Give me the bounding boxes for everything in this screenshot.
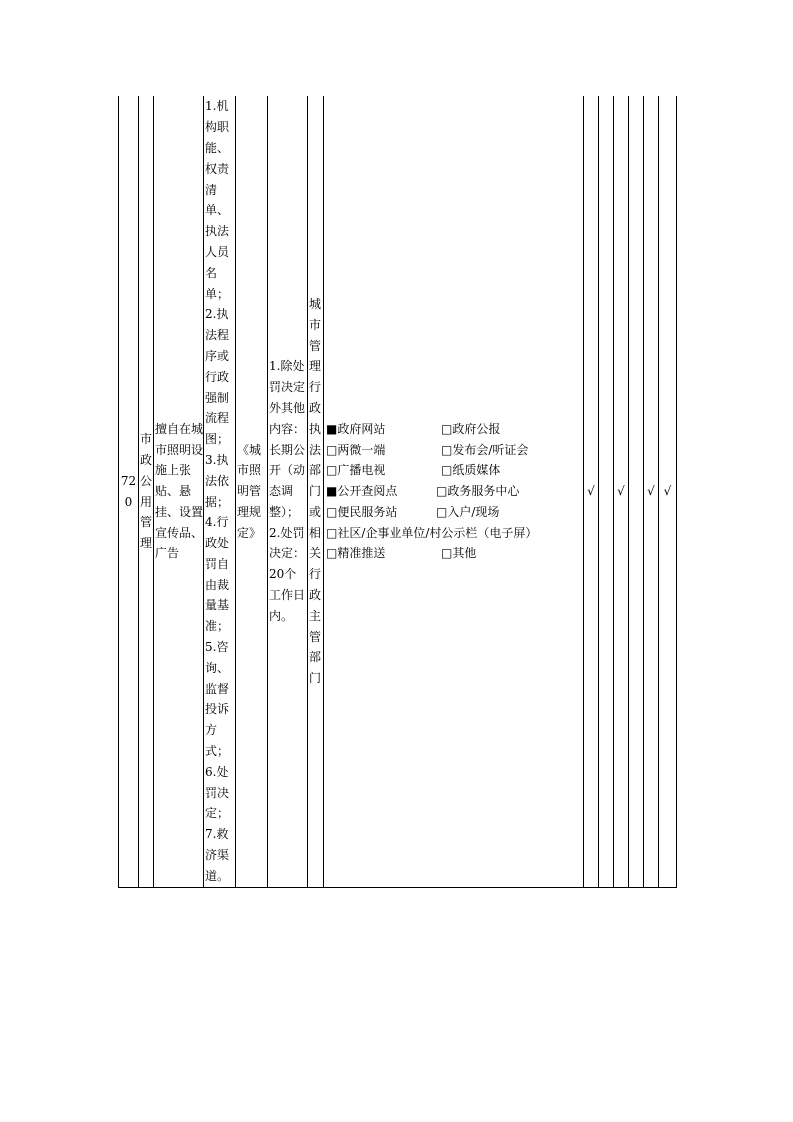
disclosure-table xyxy=(118,96,677,888)
mark-cell-6: √ xyxy=(659,96,677,888)
channel-wechat-weibo: □两微一端 xyxy=(326,442,386,457)
time-limit-cell: 1.除处罚决定外其他内容：长期公开（动态调整）；2.处罚决定：20个工作日内。 xyxy=(268,96,308,888)
channel-row xyxy=(326,502,583,523)
channel-broadcast: □广播电视 xyxy=(326,463,386,478)
channel-row xyxy=(326,481,583,502)
item-cell: 擅自在城市照明设施上张贴、悬挂、设置宣传品、广告 xyxy=(154,96,204,888)
channel-row xyxy=(326,440,583,461)
content-cell: 1.机构职能、权责清单、执法人员名单；2.执法程序或行政强制流程图；3.执法依据；4.行政处罚自由裁量基准；5.咨询、监督投诉方式；6.处罚决定；7.救济渠道。 xyxy=(204,96,236,888)
channel-other: □其他 xyxy=(441,546,477,561)
channels-cell xyxy=(324,96,584,888)
channel-on-site: □入户/现场 xyxy=(436,504,500,519)
channel-service-center: □政务服务中心 xyxy=(436,484,520,499)
channel-row xyxy=(326,543,583,564)
mark-cell-4 xyxy=(629,96,644,888)
mark-cell-5: √ xyxy=(644,96,659,888)
channel-print-media: □纸质媒体 xyxy=(441,463,501,478)
channel-row xyxy=(326,419,583,440)
channel-targeted-push: □精准推送 xyxy=(326,546,386,561)
channel-press-hearing: □发布会/听证会 xyxy=(441,442,529,457)
mark-cell-2 xyxy=(599,96,614,888)
channel-bulletin-board: □社区/企事业单位/村公示栏（电子屏） xyxy=(326,525,538,540)
mark-cell-3: √ xyxy=(614,96,629,888)
channel-gov-website: ■政府网站 xyxy=(326,421,386,436)
channel-service-station: □便民服务站 xyxy=(326,504,398,519)
channel-gov-gazette: □政府公报 xyxy=(441,421,501,436)
category-cell: 市政公用管理 xyxy=(139,96,154,888)
mark-cell-1: √ xyxy=(584,96,599,888)
table-row xyxy=(119,96,677,888)
basis-cell: 《城市照明管理规定》 xyxy=(236,96,268,888)
channel-row xyxy=(326,460,583,481)
channel-reading-point: ■公开查阅点 xyxy=(326,484,398,499)
subject-cell: 城市管理行政执法部门或相关行政主管部门 xyxy=(308,96,324,888)
row-number: 720 xyxy=(119,96,139,888)
